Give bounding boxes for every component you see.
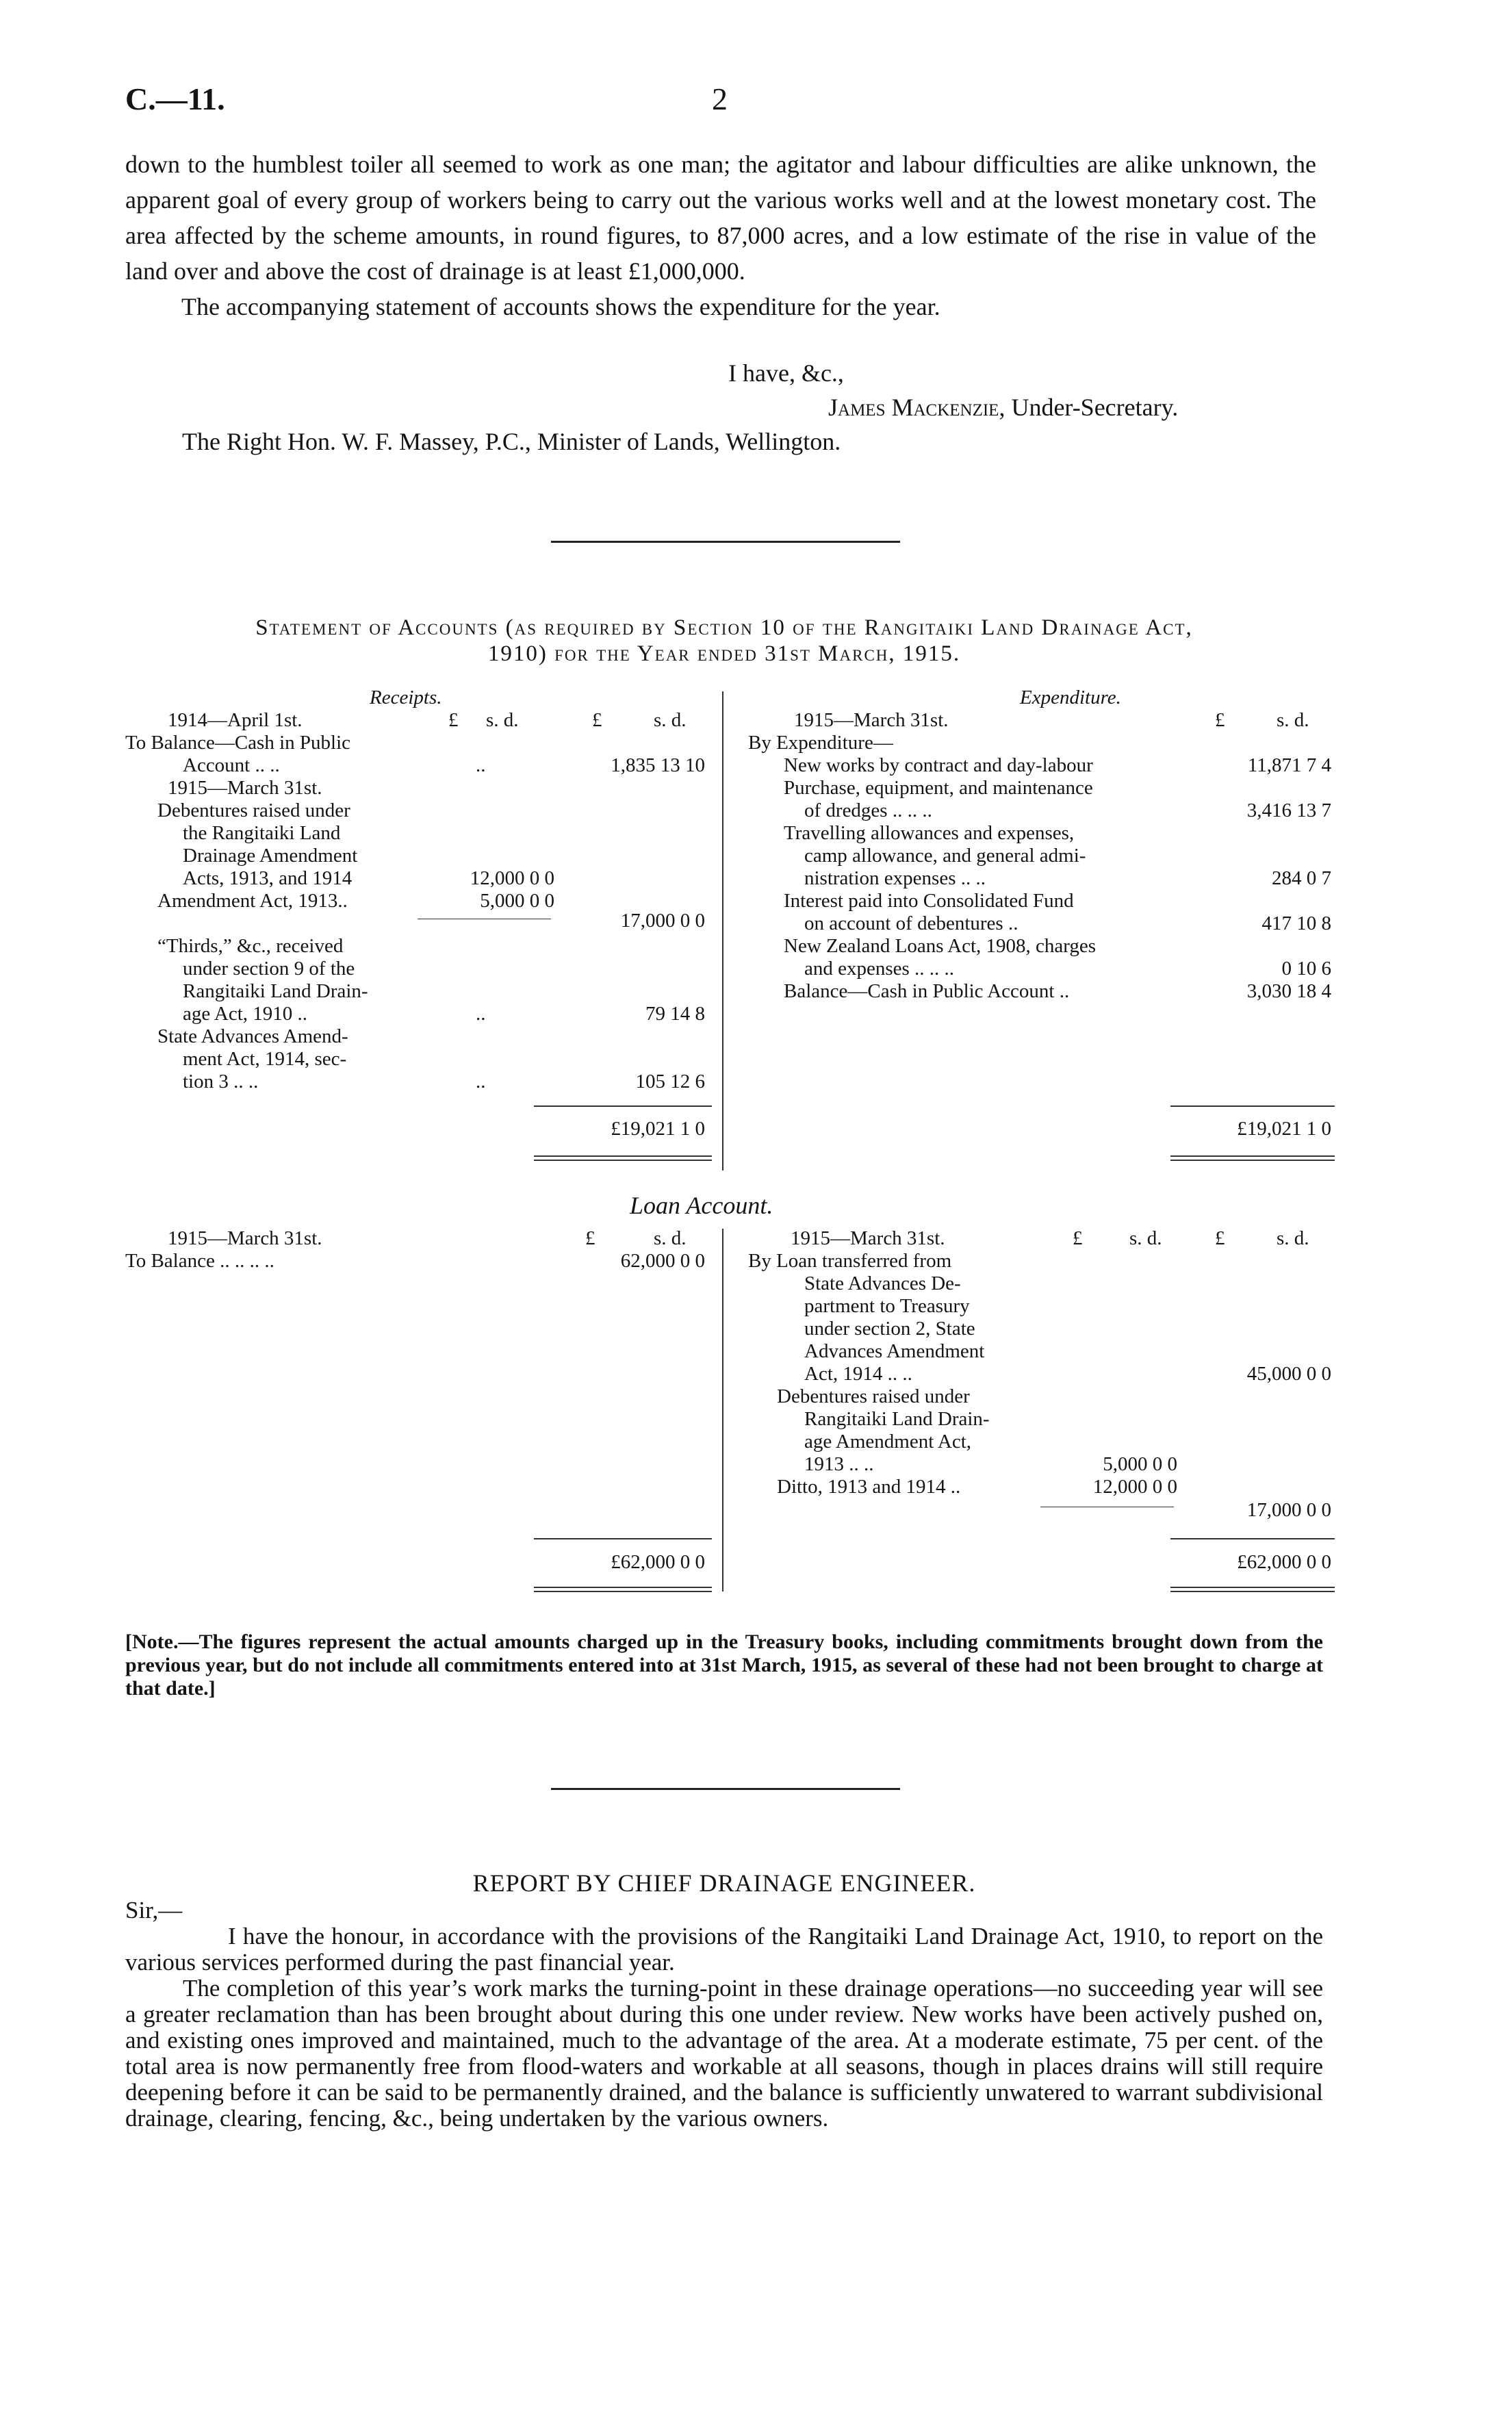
section-divider <box>551 541 900 543</box>
col-pound: £ <box>1073 1227 1083 1249</box>
column-divider <box>722 1229 723 1591</box>
leader-dots: .. <box>476 1003 486 1025</box>
expenditure-line: camp allowance, and general admi- <box>804 845 1086 867</box>
section-divider <box>551 1788 900 1790</box>
loan-amount: 17,000 0 0 <box>1246 1499 1331 1521</box>
receipt-line: under section 9 of the <box>183 958 355 980</box>
report-title: REPORT BY CHIEF DRAINAGE ENGINEER. <box>472 1869 976 1897</box>
expenditure-line: and expenses .. .. .. <box>804 958 955 980</box>
total-rule <box>1170 1538 1335 1539</box>
col-sd: s. d. <box>486 709 519 731</box>
total-double-rule <box>534 1591 712 1592</box>
loan-line: Debentures raised under <box>777 1385 970 1407</box>
loan-subamount: 12,000 0 0 <box>1092 1476 1177 1498</box>
loan-total: £62,000 0 0 <box>611 1551 705 1573</box>
loan-line: Ditto, 1913 and 1914 .. <box>777 1476 961 1498</box>
loan-line: under section 2, State <box>804 1318 975 1340</box>
total-rule <box>534 1538 712 1539</box>
expenditure-line: Interest paid into Consolidated Fund <box>784 890 1074 912</box>
col-pound: £ <box>1215 1227 1225 1249</box>
total-rule <box>534 1105 712 1107</box>
leader-dots: .. <box>476 754 486 776</box>
total-double-rule <box>1170 1160 1335 1161</box>
closing-line: I have, &c., <box>728 359 844 387</box>
statement-title-line1: Statement of Accounts (as required by Section 10 of the Rangitaiki Land Drainage Act, <box>255 615 1193 640</box>
loan-line: partment to Treasury <box>804 1295 970 1317</box>
loan-line: State Advances De- <box>804 1273 961 1294</box>
expenditure-amount: 3,030 18 4 <box>1246 980 1331 1002</box>
loan-line: 1913 .. .. <box>804 1453 874 1475</box>
intro-section <box>125 146 1316 324</box>
receipt-line: State Advances Amend- <box>157 1025 348 1047</box>
statement-title <box>125 615 1323 667</box>
loan-line: Act, 1914 .. .. <box>804 1363 912 1385</box>
expenditure-heading: Expenditure. <box>1020 687 1121 708</box>
loan-total: £62,000 0 0 <box>1237 1551 1331 1573</box>
col-sd: s. d. <box>654 709 687 731</box>
loan-line: age Amendment Act, <box>804 1431 972 1453</box>
receipts-date: 1914—April 1st. <box>168 709 303 731</box>
receipts-total: £19,021 1 0 <box>611 1118 705 1140</box>
receipts-date: 1915—March 31st. <box>168 777 322 799</box>
total-double-rule <box>534 1587 712 1588</box>
col-sd: s. d. <box>654 1227 687 1249</box>
signature-name: James Mackenzie, <box>828 394 1005 421</box>
loan-subamount: 5,000 0 0 <box>1103 1453 1177 1475</box>
expenditure-amount: 11,871 7 4 <box>1247 754 1331 776</box>
receipt-line: Debentures raised under <box>157 800 350 821</box>
signature-title: Under-Secretary. <box>1011 394 1179 421</box>
expenditure-amount: 284 0 7 <box>1272 867 1331 889</box>
expenditure-amount: 3,416 13 7 <box>1246 800 1331 821</box>
report-paragraph: I have the honour, in accordance with the provisions of the Rangitaiki Land Drainage Act, 1910, to report on the various services performed during the past financial year. <box>125 1923 1323 1975</box>
loan-line: By Loan transferred from <box>748 1250 952 1272</box>
total-rule <box>1170 1105 1335 1107</box>
expenditure-date: 1915—March 31st. <box>794 709 949 731</box>
receipt-line: Rangitaiki Land Drain- <box>183 980 368 1002</box>
receipt-amount: 79 14 8 <box>645 1003 705 1025</box>
expenditure-line: Travelling allowances and expenses, <box>784 822 1075 844</box>
receipt-line: Acts, 1913, and 1914 <box>183 867 353 889</box>
document-reference: C.—11. <box>125 81 225 116</box>
col-pound: £ <box>592 709 602 731</box>
salutation: Sir,— <box>125 1897 183 1923</box>
total-double-rule <box>534 1160 712 1161</box>
loan-date: 1915—March 31st. <box>168 1227 322 1249</box>
column-divider <box>722 691 723 1171</box>
expenditure-line: By Expenditure— <box>748 732 893 754</box>
expenditure-line: New Zealand Loans Act, 1908, charges <box>784 935 1097 957</box>
receipt-line: Drainage Amendment <box>183 845 358 867</box>
col-sd: s. d. <box>1129 1227 1162 1249</box>
loan-amount: 62,000 0 0 <box>620 1250 705 1272</box>
statement-title-line2: 1910) for the Year ended 31st March, 1915. <box>487 641 961 666</box>
loan-line: Advances Amendment <box>804 1340 985 1362</box>
expenditure-line: nistration expenses .. .. <box>804 867 986 889</box>
addressee: The Right Hon. W. F. Massey, P.C., Minister of Lands, Wellington. <box>182 428 841 455</box>
receipt-subamount: 5,000 0 0 <box>480 890 554 912</box>
expenditure-amount: 0 10 6 <box>1281 958 1331 980</box>
receipt-line: the Rangitaiki Land <box>183 822 341 844</box>
signature <box>828 393 1178 422</box>
receipt-amount: 1,835 13 10 <box>611 754 705 776</box>
receipt-line: Amendment Act, 1913.. <box>157 890 348 912</box>
col-sd: s. d. <box>1277 1227 1309 1249</box>
receipts-heading: Receipts. <box>370 687 442 708</box>
leader-dots: .. <box>476 1071 486 1092</box>
expenditure-line: of dredges .. .. .. <box>804 800 932 821</box>
report-body <box>125 1897 1323 2132</box>
receipt-amount: 17,000 0 0 <box>620 910 705 932</box>
col-sd: s. d. <box>1277 709 1309 731</box>
receipt-line: To Balance—Cash in Public <box>125 732 350 754</box>
receipt-amount: 105 12 6 <box>635 1071 705 1092</box>
report-paragraph: The completion of this year’s work marks the turning-point in these drainage operations—no succeeding year will see a greater reclamation than has been brought about during this one under review. New works have been actively pushed on, and existing ones improved and maintained, much to the advantage of the area. At a moderate estimate, 75 per cent. of the total area is now permanently free from flood-waters and workable at all seasons, though in places drains will still require deepening before it can be said to be permanently drained, and the balance is sufficiently unwatered to warrant subdivisional drainage, clearing, fencing, &c., being undertaken by the various owners. <box>125 1975 1323 2132</box>
receipt-subamount: 12,000 0 0 <box>470 867 554 889</box>
loan-account-heading: Loan Account. <box>630 1192 773 1219</box>
loan-line: Rangitaiki Land Drain- <box>804 1408 990 1430</box>
receipt-line: ment Act, 1914, sec- <box>183 1048 347 1070</box>
expenditure-total: £19,021 1 0 <box>1237 1118 1331 1140</box>
page-number: 2 <box>712 81 728 116</box>
loan-amount: 45,000 0 0 <box>1246 1363 1331 1385</box>
total-double-rule <box>1170 1587 1335 1588</box>
expenditure-line: on account of debentures .. <box>804 912 1018 934</box>
total-double-rule <box>534 1155 712 1157</box>
expenditure-amount: 417 10 8 <box>1261 912 1331 934</box>
expenditure-line: New works by contract and day-labour <box>784 754 1093 776</box>
intro-statement-line: The accompanying statement of accounts shows the expenditure for the year. <box>181 293 940 320</box>
total-double-rule <box>1170 1591 1335 1592</box>
col-pound: £ <box>585 1227 595 1249</box>
expenditure-line: Purchase, equipment, and maintenance <box>784 777 1093 799</box>
col-pound: £ <box>448 709 459 731</box>
col-pound: £ <box>1215 709 1225 731</box>
receipt-line: “Thirds,” &c., received <box>157 935 344 957</box>
intro-paragraph: down to the humblest toiler all seemed to work as one man; the agitator and labour difficulties are alike unknown, the apparent goal of every group of workers being to carry out the various works well and at the lowest monetary cost. The area affected by the scheme amounts, in round figures, to 87,000 acres, and a low estimate of the rise in value of the land over and above the cost of drainage is at least £1,000,000. <box>125 151 1316 285</box>
accounts-note: [Note.—The figures represent the actual amounts charged up in the Treasury books, including commitments brought down from the previous year, but do not include all commitments entered into at 31st March, 1915, as several of these had not been brought to charge at that date.] <box>125 1630 1323 1700</box>
expenditure-line: Balance—Cash in Public Account .. <box>784 980 1070 1002</box>
receipt-line: tion 3 .. .. <box>183 1071 259 1092</box>
total-double-rule <box>1170 1155 1335 1157</box>
loan-line: To Balance .. .. .. .. <box>125 1250 274 1272</box>
loan-date: 1915—March 31st. <box>791 1227 945 1249</box>
receipt-line: Account .. .. <box>183 754 280 776</box>
receipt-line: age Act, 1910 .. <box>183 1003 308 1025</box>
